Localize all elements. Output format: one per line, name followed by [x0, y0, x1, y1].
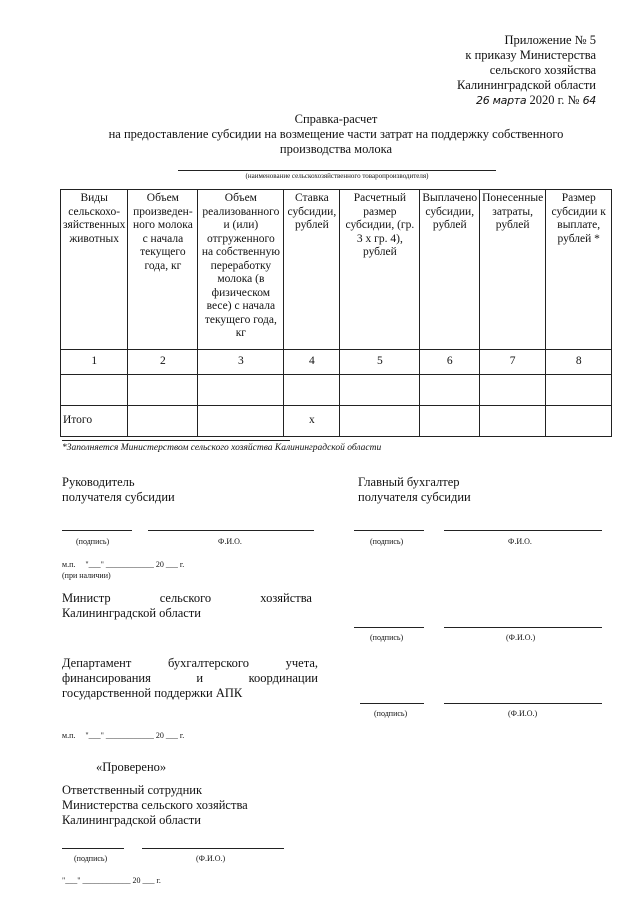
officer-line3: Калининградской области — [62, 813, 201, 827]
appendix-line2: к приказу Министерства — [465, 48, 596, 62]
recipient-name-line — [178, 170, 496, 171]
appendix-block — [336, 33, 596, 108]
table-cell — [128, 406, 198, 437]
table-cell — [61, 375, 128, 406]
head-signature-line[interactable] — [62, 530, 132, 531]
table-cell — [198, 406, 284, 437]
column-number: 5 — [340, 350, 420, 375]
accountant-signature-line[interactable] — [354, 530, 424, 531]
dept-stamp-date: м.п. "___" ____________ 20 ___ г. — [62, 731, 185, 740]
table-cell — [340, 406, 420, 437]
table-cell — [198, 375, 284, 406]
subsidy-table — [60, 189, 612, 437]
header-cell: Ставка субсидии, рублей — [284, 190, 340, 350]
total-rate-mark: х — [284, 406, 340, 437]
accountant-label — [358, 475, 471, 505]
accountant-line1: Главный бухгалтер — [358, 475, 460, 489]
appendix-year: 2020 г. № — [529, 93, 580, 107]
final-date: "___" ____________ 20 ___ г. — [62, 876, 161, 885]
appendix-line3: сельского хозяйства — [489, 63, 596, 77]
head-name-line[interactable] — [148, 530, 314, 531]
appendix-date-line — [336, 93, 596, 108]
dept-sign-caption: (подпись) — [374, 709, 408, 718]
minister-sign-caption: (подпись) — [370, 633, 404, 642]
stamp-note: (при наличии) — [62, 571, 111, 580]
table-cell — [284, 375, 340, 406]
accountant-name-line[interactable] — [444, 530, 602, 531]
column-number: 1 — [61, 350, 128, 375]
officer-name-line[interactable] — [142, 848, 284, 849]
head-line2: получателя субсидии — [62, 490, 175, 504]
table-cell — [420, 406, 480, 437]
table-cell — [128, 375, 198, 406]
table-cell — [546, 375, 612, 406]
appendix-line4: Калининградской области — [457, 78, 596, 92]
total-row — [61, 406, 612, 437]
table-row — [61, 375, 612, 406]
dept-line1: Департамент бухгалтерского учета, — [62, 656, 318, 670]
table-cell — [480, 406, 546, 437]
minister-label — [62, 591, 312, 621]
document-title — [60, 112, 612, 157]
dept-signature-line[interactable] — [360, 703, 424, 704]
officer-sign-caption: (подпись) — [74, 854, 108, 863]
header-cell: Объем произведен-ного молока с начала текущего года, кг — [128, 190, 198, 350]
footnote: *Заполняется Министерством сельского хозяйства Калининградской области — [62, 443, 382, 453]
minister-signature-line[interactable] — [354, 627, 424, 628]
minister-line1: Министр сельского хозяйства — [62, 591, 312, 605]
table-cell — [546, 406, 612, 437]
column-number-row — [61, 350, 612, 375]
accountant-sign-caption: (подпись) — [370, 537, 404, 546]
head-line1: Руководитель — [62, 475, 135, 489]
dept-name-caption: (Ф.И.О.) — [508, 709, 538, 718]
appendix-line1: Приложение № 5 — [504, 33, 596, 47]
checked-label: «Проверено» — [96, 760, 167, 774]
title-line3: производства молока — [279, 142, 393, 156]
head-label — [62, 475, 175, 505]
accountant-line2: получателя субсидии — [358, 490, 471, 504]
header-cell: Виды сельскохо-зяйственных животных — [61, 190, 128, 350]
officer-name-caption: (Ф.И.О.) — [196, 854, 226, 863]
title-line1: Справка-расчет — [294, 112, 378, 126]
total-label: Итого — [61, 406, 128, 437]
footnote-separator — [62, 440, 290, 441]
officer-signature-line[interactable] — [62, 848, 124, 849]
column-number: 7 — [480, 350, 546, 375]
head-name-caption: Ф.И.О. — [218, 537, 242, 546]
column-number: 6 — [420, 350, 480, 375]
stamp-date: м.п. "___" ____________ 20 ___ г. — [62, 560, 185, 569]
table-cell — [340, 375, 420, 406]
handwritten-number: 64 — [582, 94, 596, 107]
minister-name-line[interactable] — [444, 627, 602, 628]
minister-name-caption: (Ф.И.О.) — [506, 633, 536, 642]
column-number: 3 — [198, 350, 284, 375]
table-cell — [420, 375, 480, 406]
dept-name-line[interactable] — [444, 703, 602, 704]
officer-label — [62, 783, 248, 828]
head-sign-caption: (подпись) — [76, 537, 110, 546]
dept-line3: государственной поддержки АПК — [62, 686, 243, 700]
recipient-caption: (наименование сельскохозяйственного товаропроизводителя) — [245, 172, 429, 180]
department-label — [62, 656, 318, 701]
header-cell: Размер субсидии к выплате, рублей * — [546, 190, 612, 350]
handwritten-date: 26 марта — [476, 94, 527, 107]
header-cell: Понесенные затраты, рублей — [480, 190, 546, 350]
table-cell — [480, 375, 546, 406]
column-number: 2 — [128, 350, 198, 375]
header-cell: Выплачено субсидии, рублей — [420, 190, 480, 350]
officer-line1: Ответственный сотрудник — [62, 783, 203, 797]
dept-line2: финансирования и координации — [62, 671, 318, 685]
header-cell: Объем реализованного и (или) отгруженного на собственную переработку молока (в физическом весе) с начала текущего года, кг — [198, 190, 284, 350]
column-number: 8 — [546, 350, 612, 375]
column-number: 4 — [284, 350, 340, 375]
minister-line2: Калининградской области — [62, 606, 201, 620]
table-header-row — [61, 190, 612, 350]
title-line2: на предоставление субсидии на возмещение части затрат на поддержку собственного — [108, 127, 564, 141]
header-cell: Расчетный размер субсидии, (гр. 3 х гр. 4), рублей — [340, 190, 420, 350]
accountant-name-caption: Ф.И.О. — [508, 537, 532, 546]
officer-line2: Министерства сельского хозяйства — [62, 798, 248, 812]
